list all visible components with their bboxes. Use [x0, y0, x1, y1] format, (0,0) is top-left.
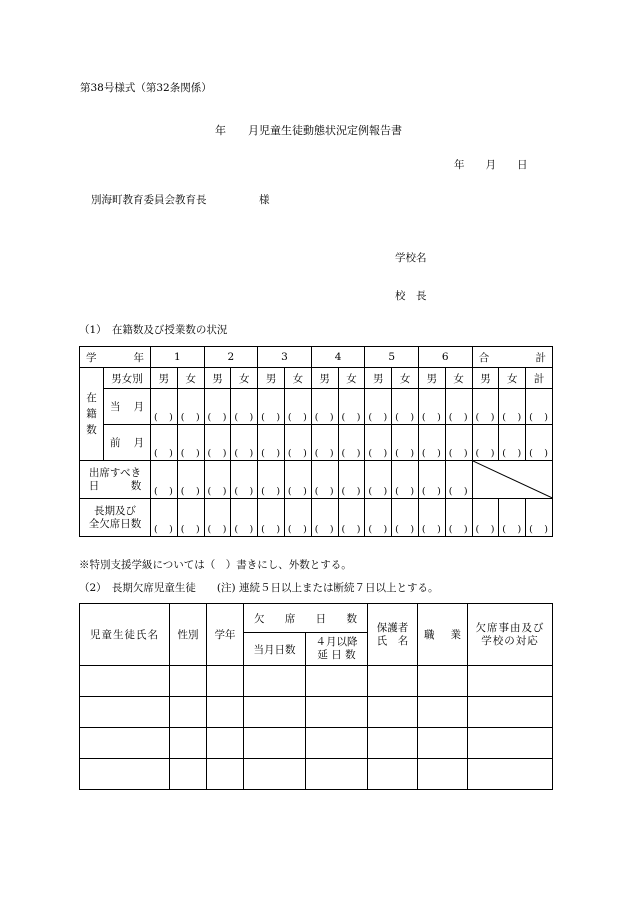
school-name-label: 学校名 [395, 252, 427, 264]
grade-header: 学 年 [80, 347, 151, 368]
addressee: 別海町教育委員会教育長 様 [91, 194, 270, 206]
value-cell: ( ) [231, 461, 258, 499]
entry-cell [207, 728, 244, 759]
value-cell: ( ) [338, 499, 365, 537]
absence-days-header: 欠 席 日 数 [244, 604, 368, 633]
female-header: 女 [445, 368, 472, 389]
value-cell: ( ) [526, 425, 553, 461]
male-header: 男 [258, 368, 285, 389]
value-cell: ( ) [365, 499, 392, 537]
entry-cell [368, 666, 418, 697]
value-cell: ( ) [204, 389, 231, 425]
entry-cell [468, 759, 553, 790]
entry-cell [468, 666, 553, 697]
entry-cell [468, 728, 553, 759]
entry-cell [207, 697, 244, 728]
value-cell: ( ) [418, 389, 445, 425]
female-header: 女 [338, 368, 365, 389]
section1-heading: （1） 在籍数及び授業数の状況 [79, 324, 228, 336]
entry-cell [244, 759, 306, 790]
male-header: 男 [204, 368, 231, 389]
entry-cell [244, 728, 306, 759]
value-cell: ( ) [284, 461, 311, 499]
value-cell: ( ) [499, 425, 526, 461]
value-cell: ( ) [445, 425, 472, 461]
female-header: 女 [231, 368, 258, 389]
entry-cell [368, 759, 418, 790]
value-cell: ( ) [338, 461, 365, 499]
value-cell: ( ) [418, 425, 445, 461]
entry-cell [418, 697, 468, 728]
entry-cell [468, 697, 553, 728]
female-header: 女 [284, 368, 311, 389]
current-month-days-header: 当月日数 [244, 633, 306, 666]
value-cell: ( ) [445, 461, 472, 499]
value-cell: ( ) [499, 389, 526, 425]
grade-number: 5 [365, 347, 419, 368]
value-cell: ( ) [284, 389, 311, 425]
entry-cell [170, 728, 207, 759]
value-cell: ( ) [204, 499, 231, 537]
male-header: 男 [151, 368, 178, 389]
student-name-header: 児童生徒氏名 [80, 604, 170, 666]
value-cell: ( ) [311, 499, 338, 537]
value-cell: ( ) [177, 499, 204, 537]
diagonal-blank-cell [472, 461, 552, 499]
female-header: 女 [499, 368, 526, 389]
value-cell: ( ) [177, 425, 204, 461]
grade-number: 2 [204, 347, 258, 368]
absence-entry-row [80, 728, 553, 759]
value-cell: ( ) [392, 499, 419, 537]
value-cell: ( ) [338, 389, 365, 425]
male-header: 男 [418, 368, 445, 389]
grade-header: 学年 [207, 604, 244, 666]
sex-header-row [80, 368, 553, 389]
absence-entry-row [80, 759, 553, 790]
value-cell: ( ) [258, 389, 285, 425]
value-cell: ( ) [177, 389, 204, 425]
date-line: 年 月 日 [454, 159, 528, 171]
entry-cell [306, 759, 368, 790]
entry-cell [306, 697, 368, 728]
value-cell: ( ) [311, 425, 338, 461]
value-cell: ( ) [392, 461, 419, 499]
value-cell: ( ) [418, 499, 445, 537]
long-absence-table [79, 603, 553, 790]
absence-header-row [80, 604, 553, 633]
grade-number: 1 [151, 347, 205, 368]
entry-cell [80, 666, 170, 697]
value-cell: ( ) [311, 389, 338, 425]
entry-cell [306, 728, 368, 759]
total-header: 合 計 [472, 347, 552, 368]
entry-cell [170, 697, 207, 728]
value-cell: ( ) [365, 389, 392, 425]
value-cell: ( ) [151, 461, 178, 499]
entry-cell [368, 697, 418, 728]
entry-cell [368, 728, 418, 759]
value-cell: ( ) [445, 499, 472, 537]
entry-cell [170, 759, 207, 790]
entry-cell [80, 697, 170, 728]
female-header: 女 [392, 368, 419, 389]
value-cell: ( ) [311, 461, 338, 499]
entry-cell [418, 728, 468, 759]
value-cell: ( ) [284, 499, 311, 537]
long-absence-days-label: 長期及び 全欠席日数 [80, 499, 151, 537]
male-header: 男 [311, 368, 338, 389]
value-cell: ( ) [472, 425, 499, 461]
attendance-days-label: 出席すべき 日 数 [80, 461, 151, 499]
value-cell: ( ) [472, 389, 499, 425]
value-cell: ( ) [392, 425, 419, 461]
value-cell: ( ) [231, 389, 258, 425]
since-april-days-header: ４月以降 延 日 数 [306, 633, 368, 666]
male-header: 男 [472, 368, 499, 389]
current-month-label: 当 月 [104, 389, 151, 425]
value-cell: ( ) [258, 461, 285, 499]
entry-cell [170, 666, 207, 697]
value-cell: ( ) [151, 425, 178, 461]
value-cell: ( ) [418, 461, 445, 499]
female-header: 女 [177, 368, 204, 389]
value-cell: ( ) [445, 389, 472, 425]
entry-cell [418, 666, 468, 697]
grade-number: 3 [258, 347, 312, 368]
value-cell: ( ) [151, 389, 178, 425]
occupation-header: 職 業 [418, 604, 468, 666]
value-cell: ( ) [392, 389, 419, 425]
entry-cell [80, 728, 170, 759]
enrolled-label: 在 籍 数 [80, 368, 104, 461]
value-cell: ( ) [365, 425, 392, 461]
value-cell: ( ) [177, 461, 204, 499]
grade-number: 6 [418, 347, 472, 368]
value-cell: ( ) [231, 499, 258, 537]
entry-cell [306, 666, 368, 697]
entry-cell [418, 759, 468, 790]
value-cell: ( ) [284, 425, 311, 461]
value-cell: ( ) [499, 499, 526, 537]
value-cell: ( ) [231, 425, 258, 461]
entry-cell [80, 759, 170, 790]
value-cell: ( ) [204, 425, 231, 461]
entry-cell [244, 697, 306, 728]
absence-reason-header: 欠席事由及び 学校の対応 [468, 604, 553, 666]
value-cell: ( ) [472, 499, 499, 537]
previous-month-label: 前 月 [104, 425, 151, 461]
principal-label: 校 長 [395, 290, 427, 302]
guardian-name-header: 保護者 氏 名 [368, 604, 418, 666]
entry-cell [244, 666, 306, 697]
entry-cell [207, 666, 244, 697]
value-cell: ( ) [526, 499, 553, 537]
total-header: 計 [526, 368, 553, 389]
value-cell: ( ) [338, 425, 365, 461]
current-month-row [80, 389, 553, 425]
special-class-note: ※特別支援学級については（ ）書きにし、外数とする。 [79, 559, 352, 571]
value-cell: ( ) [526, 389, 553, 425]
entry-cell [207, 759, 244, 790]
value-cell: ( ) [204, 461, 231, 499]
male-header: 男 [365, 368, 392, 389]
grade-number: 4 [311, 347, 365, 368]
form-number: 第38号様式（第32条関係） [80, 82, 212, 94]
diagonal-line [473, 461, 552, 498]
absence-entry-row [80, 666, 553, 697]
document-title: 年 月児童生徒動態状況定例報告書 [215, 124, 402, 137]
section2-heading: （2） 長期欠席児童生徒 (注) 連続５日以上または断続７日以上とする。 [79, 582, 439, 594]
enrollment-table [79, 346, 553, 537]
value-cell: ( ) [258, 499, 285, 537]
value-cell: ( ) [365, 461, 392, 499]
grade-header-row [80, 347, 553, 368]
attendance-days-row [80, 461, 553, 499]
absence-entry-row [80, 697, 553, 728]
sex-header: 性別 [170, 604, 207, 666]
value-cell: ( ) [258, 425, 285, 461]
long-absence-days-row [80, 499, 553, 537]
sex-label: 男女別 [104, 368, 151, 389]
value-cell: ( ) [151, 499, 178, 537]
previous-month-row [80, 425, 553, 461]
